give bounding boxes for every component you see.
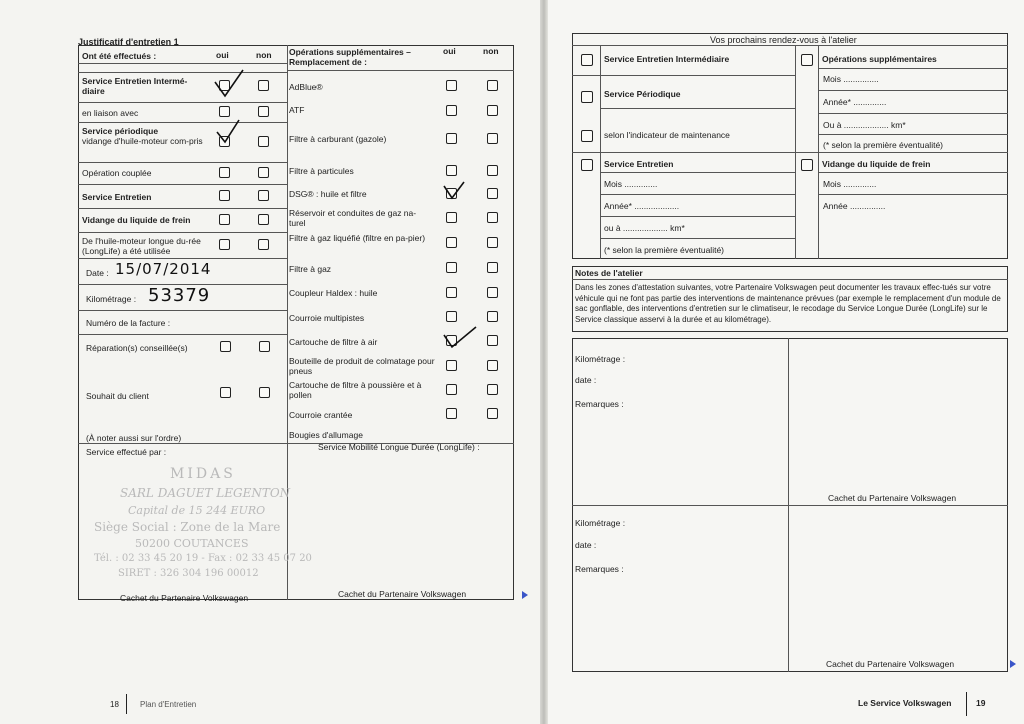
next-ops-annee: Année* .............. bbox=[823, 97, 887, 107]
checkbox-atf-non[interactable] bbox=[487, 105, 498, 116]
checkbox-filtre-air-non[interactable] bbox=[487, 335, 498, 346]
checkbox-wish-oui[interactable] bbox=[220, 387, 231, 398]
checkbox-periodique-non[interactable] bbox=[258, 136, 269, 147]
stamp-line-2: SARL DAGUET LEGENTON bbox=[120, 486, 291, 500]
stamp-line-1: MIDAS bbox=[170, 466, 236, 482]
op-filtre-pollen: Cartouche de filtre à poussière et à pollen bbox=[289, 380, 422, 400]
stamp-line-5: 50200 COUTANCES bbox=[135, 537, 249, 550]
cachet-left: Cachet du Partenaire Volkswagen bbox=[120, 593, 249, 603]
row-operation-couplee: Opération couplée bbox=[82, 168, 152, 178]
checkbox-next-entretien[interactable] bbox=[581, 159, 593, 171]
op-haldex: Coupleur Haldex : huile bbox=[289, 288, 378, 298]
done-header: Ont été effectués : bbox=[82, 51, 157, 61]
checkbox-carburant-oui[interactable] bbox=[446, 133, 457, 144]
row-longlife: De l'huile-moteur longue du-rée (LongLife) a été utilisée bbox=[82, 236, 201, 256]
checkbox-frein-oui[interactable] bbox=[219, 214, 230, 225]
performed-by-label: Service effectué par : bbox=[86, 447, 167, 457]
attestation-1-cachet: Cachet du Partenaire Volkswagen bbox=[828, 493, 957, 503]
checkbox-couplee-oui[interactable] bbox=[219, 167, 230, 178]
left-footer-title: Plan d'Entretien bbox=[140, 700, 197, 709]
checkbox-gaz-liquefie-oui[interactable] bbox=[446, 237, 457, 248]
checkbox-dsg-non[interactable] bbox=[487, 188, 498, 199]
handwritten-checkmarks-icon bbox=[205, 68, 255, 168]
notes-text: Dans les zones d'attestation suivantes, votre Partenaire Volkswagen peut documenter les travaux effec-tués sur votre véhicule qui ne font pas partie des interventions de maintenance prévues (par exemple le remplacement d'un module de sac gonflable, des interventions d'entretien sur le climatiseur, le recodage du Service Longue Durée (LongLife) sur le Service classique asservi à la durée et au kilométrage). bbox=[575, 283, 1001, 324]
checkbox-pollen-oui[interactable] bbox=[446, 384, 457, 395]
handwritten-air-check-icon bbox=[440, 325, 480, 353]
next-service-intermediaire: Service Entretien Intermédiaire bbox=[604, 54, 730, 64]
stamp-line-4: Siège Social : Zone de la Mare bbox=[94, 520, 281, 534]
km-label: Kilométrage : bbox=[86, 294, 137, 304]
checkbox-repairs-non[interactable] bbox=[259, 341, 270, 352]
op-colmatage: Bouteille de produit de colmatage pour pneus bbox=[289, 356, 435, 376]
op-atf: ATF bbox=[289, 105, 305, 115]
stamp-line-7: SIRET : 326 304 196 00012 bbox=[118, 568, 259, 579]
checkbox-particules-oui[interactable] bbox=[446, 165, 457, 176]
checkbox-entretien-oui[interactable] bbox=[219, 190, 230, 201]
checkbox-multipistes-oui[interactable] bbox=[446, 311, 457, 322]
checkbox-particules-non[interactable] bbox=[487, 165, 498, 176]
wish-label: Souhait du client bbox=[86, 391, 149, 401]
checkbox-gaz-naturel-oui[interactable] bbox=[446, 212, 457, 223]
km-value[interactable]: 53379 bbox=[148, 285, 211, 306]
oui-header: oui bbox=[216, 50, 229, 60]
checkbox-crantee-oui[interactable] bbox=[446, 408, 457, 419]
row-vidange-moteur: vidange d'huile-moteur com-pris bbox=[82, 136, 203, 146]
right-footer-title: Le Service Volkswagen bbox=[858, 698, 952, 708]
oui-header-2: oui bbox=[443, 46, 456, 56]
next-vidange-mois: Mois .............. bbox=[823, 179, 877, 189]
cachet-longlife: Cachet du Partenaire Volkswagen bbox=[338, 589, 467, 599]
checkbox-colmatage-oui[interactable] bbox=[446, 360, 457, 371]
left-page-number: 18 bbox=[110, 700, 119, 709]
invoice-label: Numéro de la facture : bbox=[86, 318, 171, 328]
op-filtre-particules: Filtre à particules bbox=[289, 166, 354, 176]
next-service-entretien: Service Entretien bbox=[604, 159, 674, 169]
checkbox-wish-non[interactable] bbox=[259, 387, 270, 398]
checkbox-carburant-non[interactable] bbox=[487, 133, 498, 144]
op-courroie-multipistes: Courroie multipistes bbox=[289, 313, 365, 323]
next-ops-km: Ou à ................... km* bbox=[823, 120, 906, 130]
continue-arrow-icon bbox=[522, 591, 528, 599]
checkbox-next-periodique[interactable] bbox=[581, 91, 593, 103]
checkbox-inter-non[interactable] bbox=[258, 80, 269, 91]
checkbox-entretien-non[interactable] bbox=[258, 190, 269, 201]
continue-arrow-right-icon bbox=[1010, 660, 1016, 668]
row-service-periodique: Service périodique bbox=[82, 126, 159, 136]
stamp-line-6: Tél. : 02 33 45 20 19 - Fax : 02 33 45 07 20 bbox=[94, 553, 312, 564]
next-entretien-annee: Année* ................... bbox=[604, 201, 680, 211]
right-page bbox=[548, 0, 1024, 724]
checkbox-longlife-oui[interactable] bbox=[219, 239, 230, 250]
attestation-1-km: Kilométrage : bbox=[575, 354, 626, 364]
checkbox-next-indicateur[interactable] bbox=[581, 130, 593, 142]
date-value[interactable]: 15/07/2014 bbox=[115, 260, 212, 278]
attestation-1-date: date : bbox=[575, 375, 597, 385]
checkbox-repairs-oui[interactable] bbox=[220, 341, 231, 352]
checkbox-adblue-non[interactable] bbox=[487, 80, 498, 91]
date-label: Date : bbox=[86, 268, 109, 278]
notes-title: Notes de l'atelier bbox=[575, 268, 643, 278]
row-service-intermediaire: Service Entretien Intermé-diaire bbox=[82, 76, 188, 96]
checkbox-colmatage-non[interactable] bbox=[487, 360, 498, 371]
checkbox-next-ops[interactable] bbox=[801, 54, 813, 66]
checkbox-frein-non[interactable] bbox=[258, 214, 269, 225]
checkbox-atf-oui[interactable] bbox=[446, 105, 457, 116]
checkbox-filtre-gaz-non[interactable] bbox=[487, 262, 498, 273]
attestation-2-date: date : bbox=[575, 540, 597, 550]
attestation-2-cachet: Cachet du Partenaire Volkswagen bbox=[826, 659, 955, 669]
attestation-1-remarques: Remarques : bbox=[575, 399, 624, 409]
checkbox-haldex-non[interactable] bbox=[487, 287, 498, 298]
checkbox-gaz-naturel-non[interactable] bbox=[487, 212, 498, 223]
note-label: (À noter aussi sur l'ordre) bbox=[86, 433, 182, 443]
op-bougies: Bougies d'allumage bbox=[289, 430, 363, 440]
next-vidange-annee: Année ............... bbox=[823, 201, 886, 211]
checkbox-pollen-non[interactable] bbox=[487, 384, 498, 395]
op-filtre-carburant: Filtre à carburant (gazole) bbox=[289, 134, 387, 144]
checkbox-adblue-oui[interactable] bbox=[446, 80, 457, 91]
appointments-header: Vos prochains rendez-vous à l'atelier bbox=[710, 35, 857, 45]
op-filtre-gaz: Filtre à gaz bbox=[289, 264, 332, 274]
next-entretien-note: (* selon la première éventualité) bbox=[604, 245, 725, 255]
next-vidange-frein: Vidange du liquide de frein bbox=[822, 159, 931, 169]
checkbox-multipistes-non[interactable] bbox=[487, 311, 498, 322]
next-ops-note: (* selon la première éventualité) bbox=[823, 140, 944, 150]
repairs-label: Réparation(s) conseillée(s) bbox=[86, 343, 188, 353]
next-ops-mois: Mois ............... bbox=[823, 74, 879, 84]
checkbox-filtre-gaz-oui[interactable] bbox=[446, 262, 457, 273]
row-vidange-frein: Vidange du liquide de frein bbox=[82, 215, 191, 225]
op-courroie-crantee: Courroie crantée bbox=[289, 410, 353, 420]
checkbox-haldex-oui[interactable] bbox=[446, 287, 457, 298]
right-page-number: 19 bbox=[976, 698, 986, 708]
next-entretien-mois: Mois .............. bbox=[604, 179, 658, 189]
op-filtre-air: Cartouche de filtre à air bbox=[289, 337, 378, 347]
op-dsg: DSG® : huile et filtre bbox=[289, 189, 367, 199]
book-gutter bbox=[540, 0, 548, 724]
checkbox-next-intermediaire[interactable] bbox=[581, 54, 593, 66]
handwritten-dsg-check-icon bbox=[440, 180, 480, 204]
checkbox-couplee-non[interactable] bbox=[258, 167, 269, 178]
checkbox-liaison-non[interactable] bbox=[258, 106, 269, 117]
row-service-entretien: Service Entretien bbox=[82, 192, 152, 202]
ops-header: Opérations supplémentaires – Remplacement de : bbox=[289, 47, 411, 67]
non-header: non bbox=[256, 50, 272, 60]
op-gaz-liquefie: Filtre à gaz liquéfié (filtre en pa-pier) bbox=[289, 233, 426, 243]
next-entretien-km: ou à ................... km* bbox=[604, 223, 685, 233]
checkbox-next-vidange[interactable] bbox=[801, 159, 813, 171]
op-adblue: AdBlue® bbox=[289, 82, 323, 92]
op-gaz-naturel: Réservoir et conduites de gaz na-turel bbox=[289, 208, 417, 228]
next-selon-indicateur: selon l'indicateur de maintenance bbox=[604, 130, 730, 140]
checkbox-longlife-non[interactable] bbox=[258, 239, 269, 250]
next-service-periodique: Service Périodique bbox=[604, 89, 681, 99]
left-title: Justificatif d'entretien 1 bbox=[78, 37, 179, 47]
next-ops-sup: Opérations supplémentaires bbox=[822, 54, 937, 64]
non-header-2: non bbox=[483, 46, 499, 56]
checkbox-crantee-non[interactable] bbox=[487, 408, 498, 419]
attestation-2-km: Kilométrage : bbox=[575, 518, 626, 528]
longlife-label: Service Mobilité Longue Durée (LongLife) : bbox=[318, 442, 480, 452]
row-liaison: en liaison avec bbox=[82, 108, 139, 118]
stamp-line-3: Capital de 15 244 EURO bbox=[128, 504, 266, 517]
checkbox-gaz-liquefie-non[interactable] bbox=[487, 237, 498, 248]
attestation-2-remarques: Remarques : bbox=[575, 564, 624, 574]
